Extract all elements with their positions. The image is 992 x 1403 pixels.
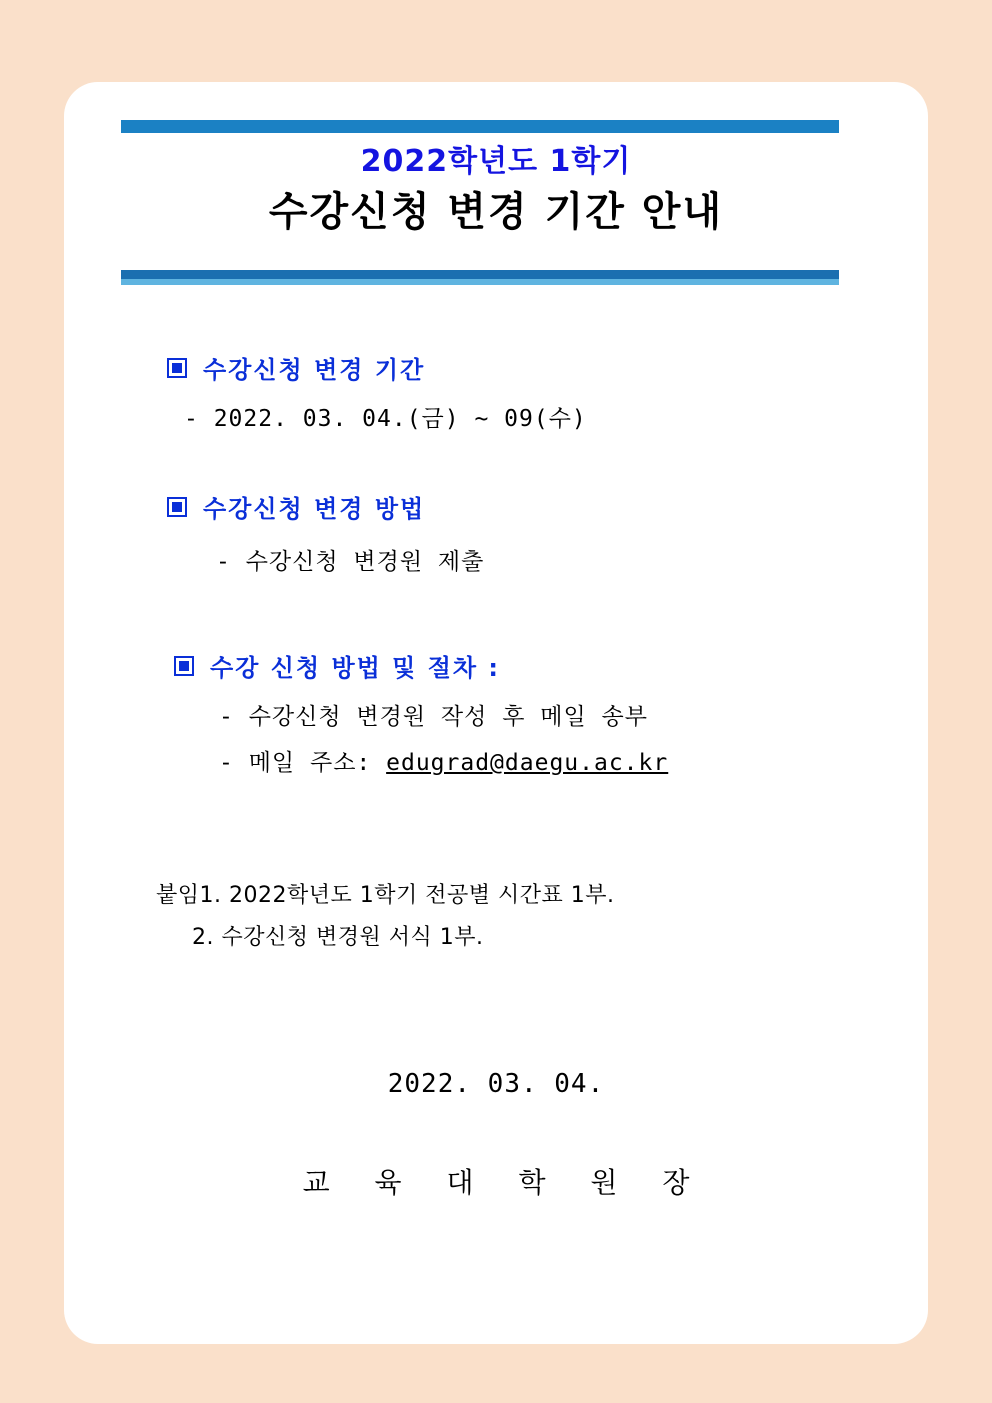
title-block <box>64 140 928 240</box>
section-procedure-heading-label: 수강 신청 방법 및 절차 : <box>210 654 501 682</box>
mail-label: - 메일 주소: <box>219 750 372 776</box>
page-title-year: 2022학년도 1학기 <box>360 144 632 179</box>
section-method-item: - 수강신청 변경원 제출 <box>216 549 485 575</box>
signer-title: 교 육 대 학 원 장 <box>302 1166 708 1199</box>
section-period-heading-label: 수강신청 변경 기간 <box>203 356 426 384</box>
section-procedure-mail-row <box>219 743 928 783</box>
section-period <box>64 350 928 439</box>
spacer-2 <box>64 586 928 648</box>
header-rule-bottom-thin <box>121 279 839 285</box>
bullet-square-icon <box>167 358 187 378</box>
section-method <box>64 489 928 582</box>
header-rule-bottom-thick <box>121 270 839 279</box>
notice-body <box>64 350 928 1201</box>
attachment-line-2: 2. 수강신청 변경원 서식 1부. <box>192 925 484 950</box>
section-method-heading <box>167 489 928 524</box>
section-method-heading-label: 수강신청 변경 방법 <box>203 495 426 523</box>
section-procedure <box>64 648 928 783</box>
header-rule-top <box>121 120 839 133</box>
bullet-square-icon <box>167 497 187 517</box>
page-title-main: 수강신청 변경 기간 안내 <box>268 189 724 235</box>
mail-address-link[interactable]: edugrad@daegu.ac.kr <box>386 750 669 776</box>
section-procedure-item: - 수강신청 변경원 작성 후 메일 송부 <box>219 704 648 730</box>
issue-date: 2022. 03. 04. <box>387 1069 605 1099</box>
section-period-heading <box>167 350 928 385</box>
spacer-1 <box>64 443 928 489</box>
section-procedure-heading <box>174 648 928 683</box>
attachment-line-1: 붙임1. 2022학년도 1학기 전공별 시간표 1부. <box>156 883 615 908</box>
bullet-square-icon <box>174 656 194 676</box>
section-period-item: - 2022. 03. 04.(금) ~ 09(수) <box>184 406 587 432</box>
notice-page <box>64 82 928 1344</box>
